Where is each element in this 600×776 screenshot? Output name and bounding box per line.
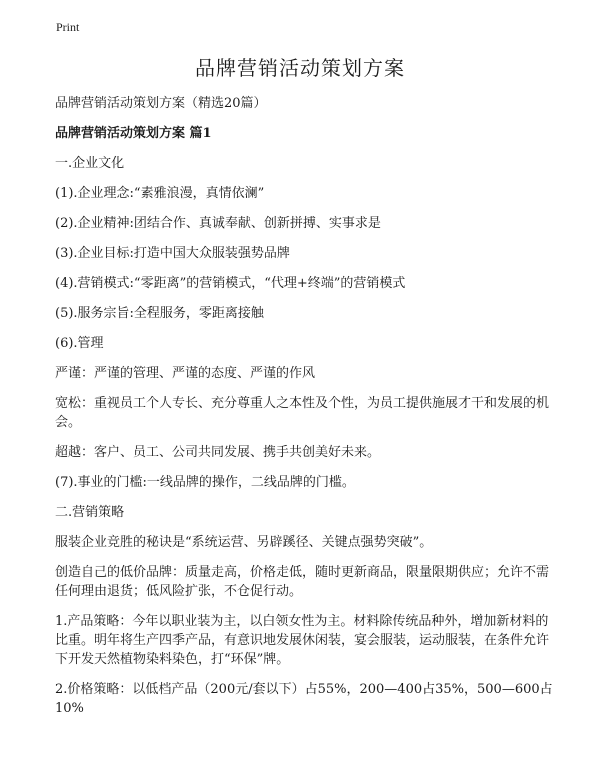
paragraph: (7).事业的门槛:一线品牌的操作，二线品牌的门槛。 xyxy=(55,475,355,490)
paragraph: (5).服务宗旨:全程服务，零距离接触 xyxy=(55,306,264,321)
paragraph: 严谨：严谨的管理、严谨的态度、严谨的作风 xyxy=(55,366,316,381)
paragraph: 2.价格策略：以低档产品（200元/套以下）占55%，200—400占35%，500—600占10% xyxy=(55,682,553,716)
document-subtitle: 品牌营销活动策划方案（精选20篇） xyxy=(55,96,267,111)
document-body xyxy=(55,94,555,729)
paragraph: 宽松：重视员工个人专长、充分尊重人之本性及个性，为员工提供施展才干和发展的机会。 xyxy=(55,396,550,430)
paragraph: 一.企业文化 xyxy=(55,156,125,171)
paragraph: 1.产品策略：今年以职业装为主，以白领女性为主。材料除传统品种外，增加新材料的比重。明年将生产四季产品，有意识地发展休闲装，宴会服装，运动服装，在条件允许下开发天然植物染料染色，打“环保”牌。 xyxy=(55,614,550,667)
section-heading: 品牌营销活动策划方案 篇1 xyxy=(55,126,212,141)
paragraph: (4).营销模式:“零距离”的营销模式，“代理+终端”的营销模式 xyxy=(55,276,406,291)
paragraph: (2).企业精神:团结合作、真诚奉献、创新拼搏、实事求是 xyxy=(55,216,381,231)
paragraph: (6).管理 xyxy=(55,336,104,351)
paragraph: 服装企业竞胜的秘诀是“系统运营、另辟蹊径、关键点强势突破”。 xyxy=(55,535,433,550)
paragraph: 二.营销策略 xyxy=(55,505,125,520)
paragraph: 超越：客户、员工、公司共同发展、携手共创美好未来。 xyxy=(55,445,381,460)
paragraph: (3).企业目标:打造中国大众服装强势品牌 xyxy=(55,246,290,261)
print-label: Print xyxy=(56,20,80,34)
paragraph: (1).企业理念:“素雅浪漫，真情依澜” xyxy=(55,186,265,201)
paragraph: 创造自己的低价品牌：质量走高，价格走低，随时更新商品，限量限期供应；允许不需任何理由退货；低风险扩张，不仓促行动。 xyxy=(55,565,550,599)
document-title: 品牌营销活动策划方案 xyxy=(195,56,405,80)
